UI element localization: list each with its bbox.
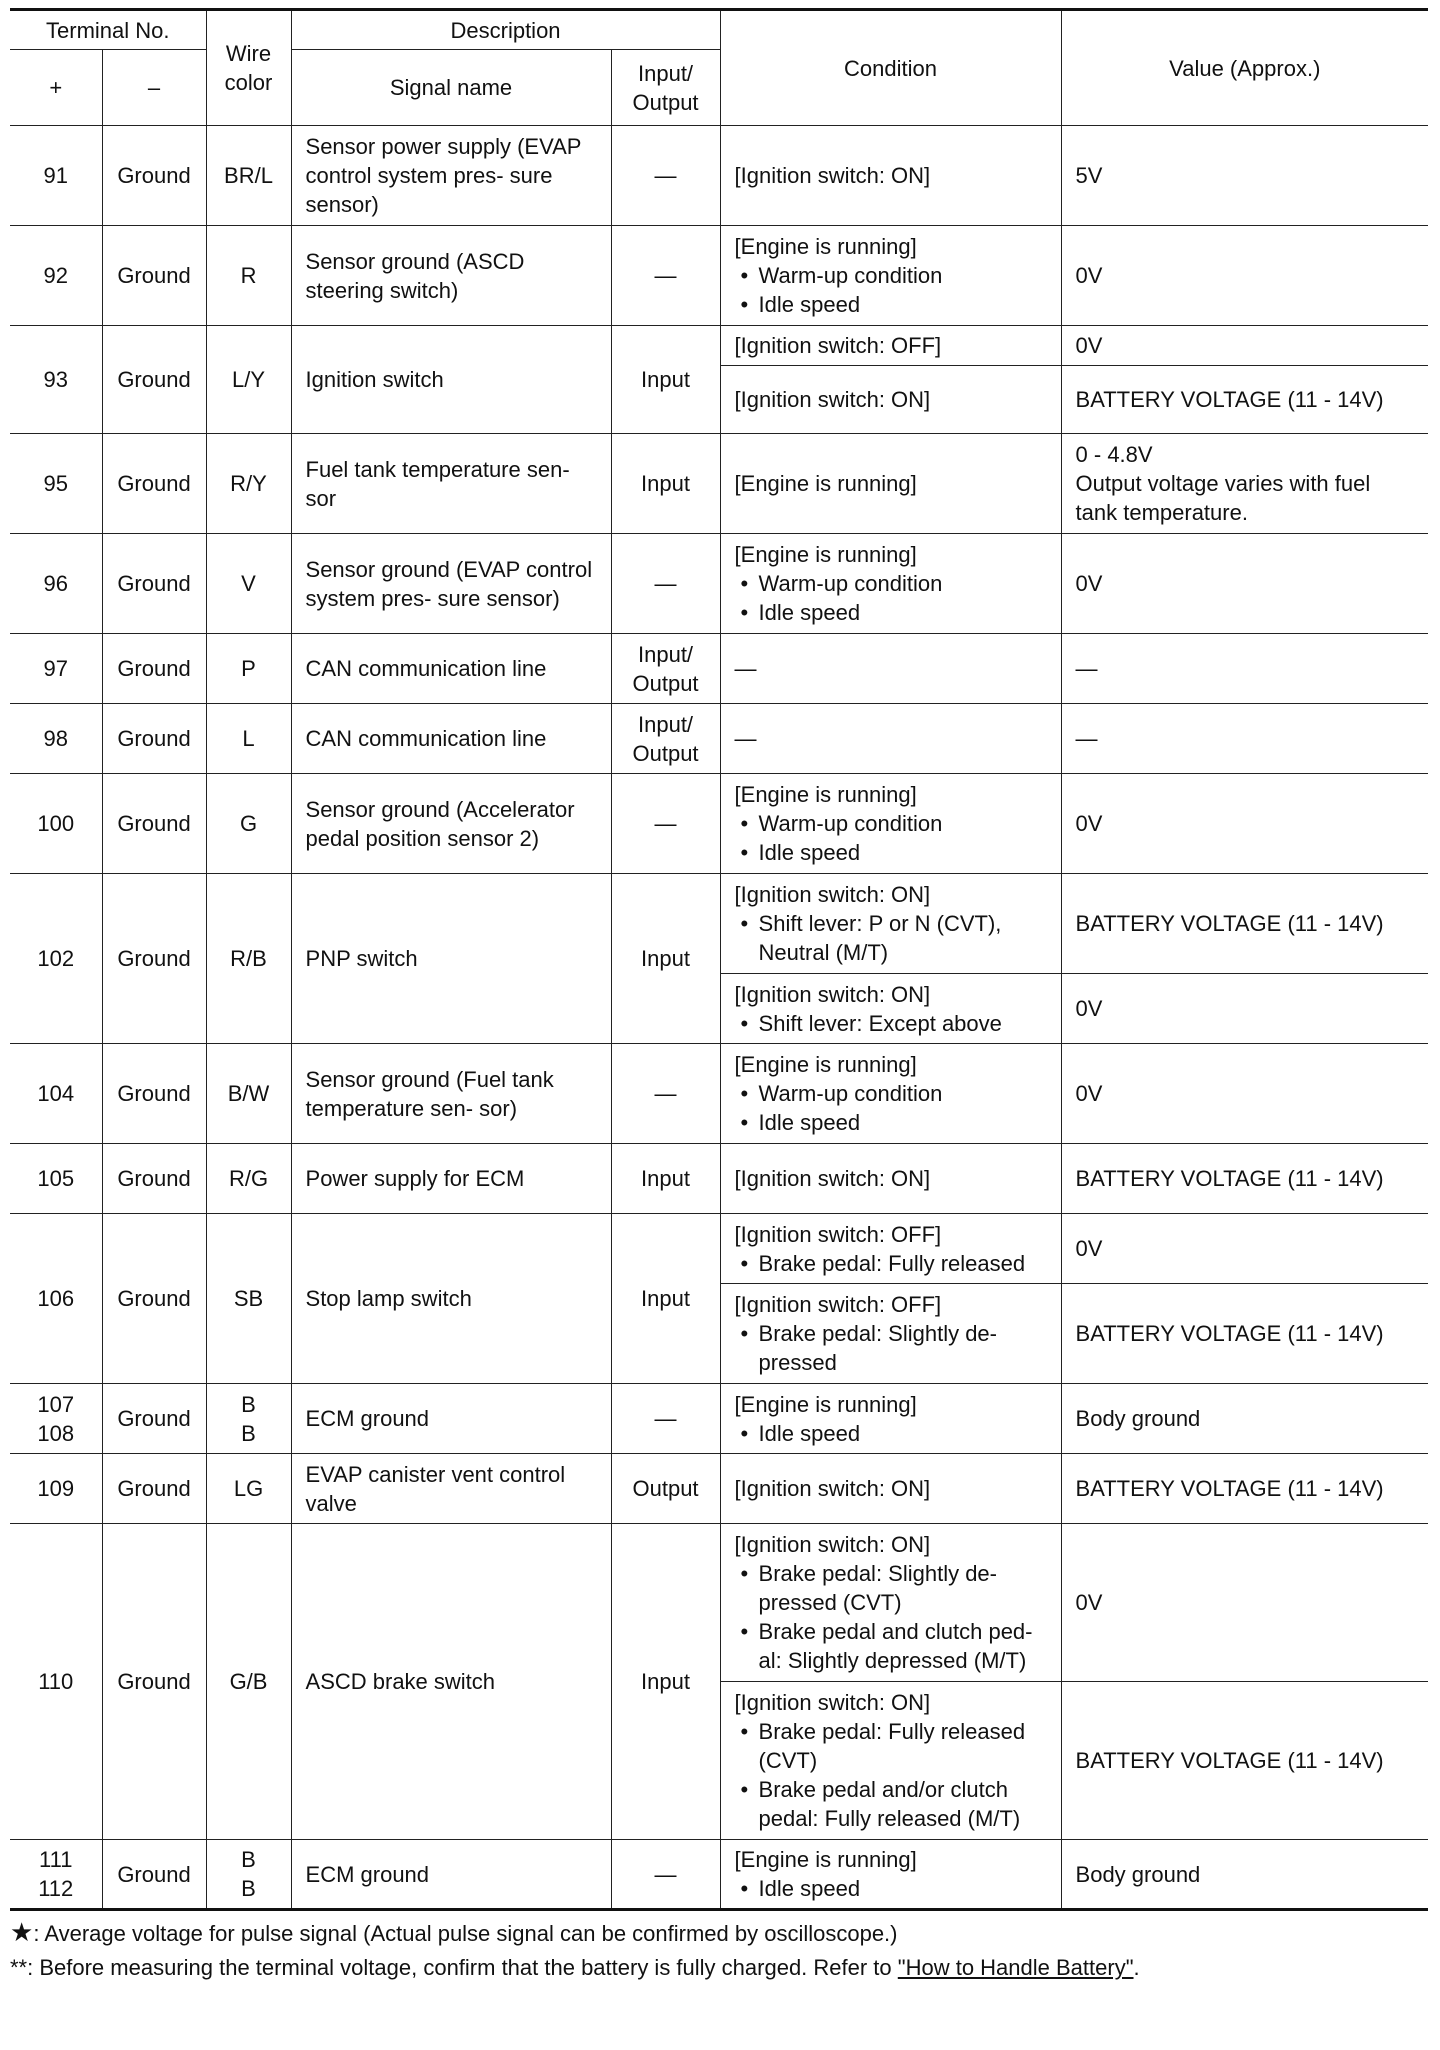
table-row [10,434,1428,534]
condition-bullet: • Warm-up condition [735,809,1047,838]
condition: [Ignition switch: OFF] [720,326,1061,366]
value: 0V [1061,774,1428,874]
wire-color: R/Y [206,434,291,534]
value: 0V [1061,326,1428,366]
condition: — [720,634,1061,704]
footnote-end: . [1133,1955,1140,1980]
condition-bullet: • Idle speed [735,598,1047,627]
header-condition: Condition [720,10,1061,126]
terminal-plus: 98 [10,704,102,774]
terminal-plus: 96 [10,534,102,634]
value-range: 0 - 4.8V [1075,442,1153,467]
condition [720,774,1061,874]
wire-color: L/Y [206,326,291,434]
terminal-minus: Ground [102,1524,206,1840]
table-row [10,1524,1428,1682]
terminal-minus: Ground [102,704,206,774]
wire-color: R [206,226,291,326]
footnote-battery-text: **: Before measuring the terminal voltage, confirm that the battery is fully charged. Refer to [10,1955,898,1980]
table-row [10,1214,1428,1284]
condition: [Ignition switch: ON] [720,366,1061,434]
input-output: — [611,1044,720,1144]
wire-code: B [241,1420,256,1446]
terminal-minus: Ground [102,1384,206,1454]
input-output: Input [611,874,720,1044]
condition [720,1840,1061,1910]
condition: [Ignition switch: ON] [720,1454,1061,1524]
table-row [10,704,1428,774]
terminal-plus: 106 [10,1214,102,1384]
table-row [10,1044,1428,1144]
table-row [10,226,1428,326]
wire-color: G [206,774,291,874]
condition-bullet: • Brake pedal: Slightly de- pressed (CVT) [735,1559,1047,1617]
condition-head: [Ignition switch: OFF] [734,1292,942,1317]
terminal-minus: Ground [102,634,206,704]
header-input-output: Input/ Output [611,50,720,126]
condition-head: [Ignition switch: ON] [734,1690,931,1715]
signal-name: Ignition switch [291,326,611,434]
terminal-minus: Ground [102,434,206,534]
condition: [Ignition switch: ON] [720,1144,1061,1214]
header-signal-name: Signal name [291,50,611,126]
signal-name: EVAP canister vent control valve [291,1454,611,1524]
wire-code: B [241,1847,256,1872]
signal-name: CAN communication line [291,634,611,704]
condition-bullet: • Idle speed [735,1874,1047,1903]
input-output: — [611,126,720,226]
terminal-minus: Ground [102,326,206,434]
condition-bullet: • Warm-up condition [735,261,1047,290]
table-row [10,534,1428,634]
terminal-minus: Ground [102,1044,206,1144]
signal-name: Sensor power supply (EVAP control system pres- sure sensor) [291,126,611,226]
condition-bullet: • Brake pedal: Fully released (CVT) [735,1717,1047,1775]
wire-color: B/W [206,1044,291,1144]
condition [720,1384,1061,1454]
table-row [10,126,1428,226]
header-description: Description [291,10,720,50]
header-wire-color: Wire color [206,10,291,126]
condition [720,226,1061,326]
input-output: Input/ Output [611,704,720,774]
wire-color: BR/L [206,126,291,226]
header-terminal-no: Terminal No. [10,10,206,50]
condition-bullet: • Brake pedal and clutch ped- al: Slightly depressed (M/T) [735,1617,1047,1675]
condition: — [720,704,1061,774]
table-header [10,10,1428,126]
input-output: Output [611,1454,720,1524]
how-to-handle-battery-link[interactable]: "How to Handle Battery" [897,1955,1134,1980]
condition [720,1044,1061,1144]
wire-code: B [241,1876,256,1901]
wire-color: SB [206,1214,291,1384]
condition [720,1524,1061,1682]
wire-color: R/B [206,874,291,1044]
condition-head: [Ignition switch: ON] [734,981,931,1007]
condition-head: [Ignition switch: ON] [734,882,931,907]
condition-bullet: • Brake pedal and/or clutch pedal: Fully released (M/T) [735,1775,1047,1833]
table-row [10,774,1428,874]
terminal-plus [10,1384,102,1454]
value: BATTERY VOLTAGE (11 - 14V) [1061,1144,1428,1214]
condition-bullet: • Idle speed [735,1419,1047,1448]
value-note: Output voltage varies with fuel tank temperature. [1075,471,1371,525]
terminal-minus: Ground [102,774,206,874]
condition: [Ignition switch: ON] [720,126,1061,226]
terminal-minus: Ground [102,1144,206,1214]
signal-name: Sensor ground (EVAP control system pres- sure sensor) [291,534,611,634]
condition-bullet: • Idle speed [735,290,1047,319]
input-output: Input [611,434,720,534]
wire-color: R/G [206,1144,291,1214]
wire-color [206,1840,291,1910]
terminal-number: 107 [37,1391,75,1417]
ecm-terminal-table [10,8,1428,1911]
input-output: Input [611,1144,720,1214]
star-icon: ★ [10,1917,34,1947]
condition [720,874,1061,974]
terminal-minus: Ground [102,1454,206,1524]
condition-head: [Ignition switch: OFF] [734,1221,942,1247]
signal-name: ECM ground [291,1384,611,1454]
table-row [10,1384,1428,1454]
wire-code: B [241,1391,256,1417]
condition-bullet: • Warm-up condition [735,569,1047,598]
condition-head: [Engine is running] [734,1391,917,1417]
condition [720,534,1061,634]
header-plus: + [10,50,102,126]
value: 0V [1061,226,1428,326]
signal-name: Sensor ground (Fuel tank temperature sen- sor) [291,1044,611,1144]
value: 0V [1061,534,1428,634]
condition-bullet: • Warm-up condition [735,1079,1047,1108]
input-output: Input/ Output [611,634,720,704]
table-row [10,874,1428,974]
terminal-number: 111 [39,1847,73,1872]
terminal-plus: 105 [10,1144,102,1214]
terminal-plus: 97 [10,634,102,704]
input-output: Input [611,326,720,434]
input-output: — [611,774,720,874]
condition-head: [Engine is running] [734,1052,917,1077]
condition [720,1682,1061,1840]
terminal-number: 112 [38,1876,74,1901]
condition-bullet: • Brake pedal: Fully released [735,1249,1047,1278]
terminal-plus: 92 [10,226,102,326]
terminal-minus: Ground [102,534,206,634]
wire-color: G/B [206,1524,291,1840]
signal-name: CAN communication line [291,704,611,774]
terminal-plus [10,1840,102,1910]
condition [720,1214,1061,1284]
condition-bullet: • Idle speed [735,1108,1047,1137]
condition-head: [Ignition switch: ON] [734,1532,931,1557]
header-value: Value (Approx.) [1061,10,1428,126]
table-row [10,634,1428,704]
signal-name: ASCD brake switch [291,1524,611,1840]
value: BATTERY VOLTAGE (11 - 14V) [1061,1682,1428,1840]
signal-name: PNP switch [291,874,611,1044]
value: BATTERY VOLTAGE (11 - 14V) [1061,1284,1428,1384]
terminal-plus: 104 [10,1044,102,1144]
condition [720,1284,1061,1384]
header-minus: – [102,50,206,126]
wire-color: LG [206,1454,291,1524]
terminal-plus: 91 [10,126,102,226]
footnote-pulse [10,1915,1428,1951]
terminal-plus: 95 [10,434,102,534]
input-output: — [611,1840,720,1910]
signal-name: Sensor ground (Accelerator pedal position sensor 2) [291,774,611,874]
condition-head: [Engine is running] [734,234,917,259]
value: 0V [1061,974,1428,1044]
terminal-minus: Ground [102,1214,206,1384]
wire-color: L [206,704,291,774]
footnotes [10,1915,1428,1985]
terminal-plus: 109 [10,1454,102,1524]
input-output: Input [611,1214,720,1384]
signal-name: ECM ground [291,1840,611,1910]
value: 0V [1061,1214,1428,1284]
value: — [1061,704,1428,774]
terminal-number: 108 [37,1420,75,1446]
footnote-pulse-text: : Average voltage for pulse signal (Actual pulse signal can be confirmed by oscilloscope.) [33,1921,898,1946]
condition-bullet: • Brake pedal: Slightly de- pressed [735,1319,1047,1377]
value: 0V [1061,1524,1428,1682]
condition-head: [Engine is running] [734,782,917,807]
input-output: — [611,1384,720,1454]
terminal-minus: Ground [102,874,206,1044]
condition-bullet: • Idle speed [735,838,1047,867]
terminal-minus: Ground [102,126,206,226]
condition-head: [Engine is running] [734,542,917,567]
condition-head: [Engine is running] [734,1847,917,1872]
terminal-minus: Ground [102,226,206,326]
wire-color: P [206,634,291,704]
table-row [10,326,1428,366]
value: BATTERY VOLTAGE (11 - 14V) [1061,366,1428,434]
terminal-plus: 93 [10,326,102,434]
input-output: — [611,226,720,326]
value: Body ground [1061,1384,1428,1454]
ecm-terminal-document [10,8,1428,1985]
signal-name: Stop lamp switch [291,1214,611,1384]
terminal-plus: 102 [10,874,102,1044]
terminal-plus: 110 [10,1524,102,1840]
value: — [1061,634,1428,704]
condition: [Engine is running] [720,434,1061,534]
value: 5V [1061,126,1428,226]
terminal-plus: 100 [10,774,102,874]
input-output: — [611,534,720,634]
input-output: Input [611,1524,720,1840]
value: BATTERY VOLTAGE (11 - 14V) [1061,874,1428,974]
condition [720,974,1061,1044]
terminal-minus: Ground [102,1840,206,1910]
signal-name: Power supply for ECM [291,1144,611,1214]
footnote-battery [10,1951,1428,1985]
value [1061,434,1428,534]
table-row [10,1144,1428,1214]
value: 0V [1061,1044,1428,1144]
wire-color: V [206,534,291,634]
table-row [10,1840,1428,1910]
signal-name: Sensor ground (ASCD steering switch) [291,226,611,326]
value: BATTERY VOLTAGE (11 - 14V) [1061,1454,1428,1524]
wire-color [206,1384,291,1454]
value: Body ground [1061,1840,1428,1910]
signal-name: Fuel tank temperature sen- sor [291,434,611,534]
table-row [10,1454,1428,1524]
condition-bullet: • Shift lever: Except above [735,1009,1047,1038]
condition-bullet: • Shift lever: P or N (CVT), Neutral (M/T) [735,909,1047,967]
